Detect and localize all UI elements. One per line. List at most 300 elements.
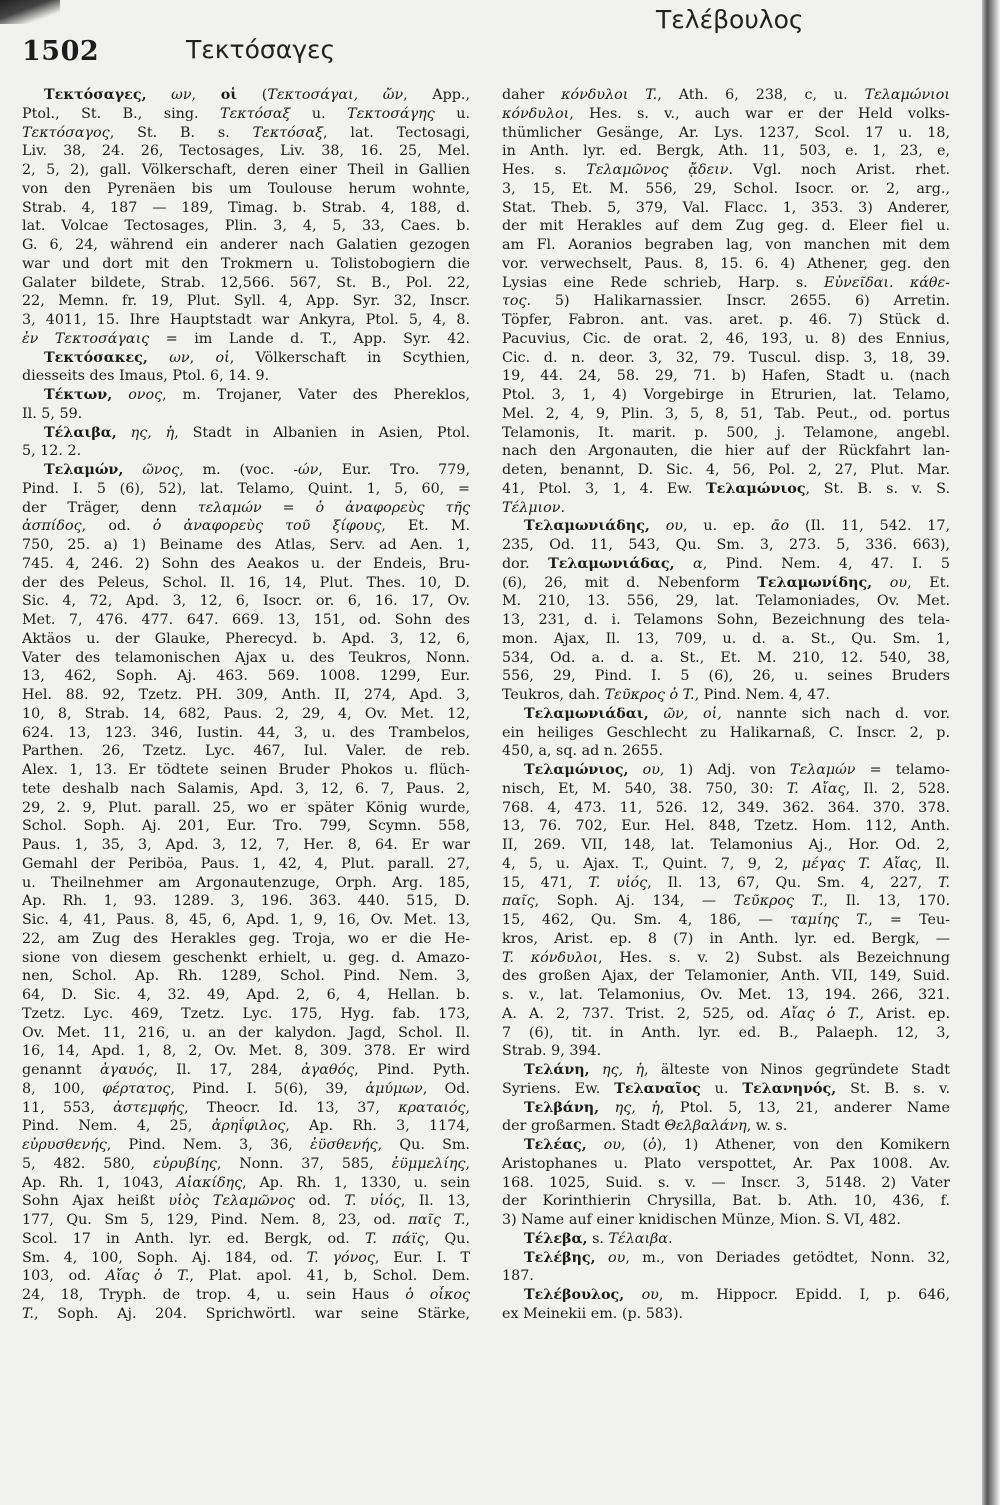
text-line [502, 311, 950, 330]
text-line [22, 949, 470, 968]
text-segment: , m. Hippocr. Epidd. I, p. 646, [658, 1287, 950, 1303]
text-line [22, 405, 470, 424]
greek-italic: κραταιός [398, 1099, 466, 1116]
text-segment: 10, 8, Strab. 14, 682, Paus. 2, 29, 4, Ov. Met. 12, [22, 705, 470, 722]
text-line [502, 480, 950, 499]
text-segment: 64, D. Sic. 4, 32. 49, Apd. 2, 6, 4, Hellan. b. [22, 987, 470, 1003]
text-segment: kros, Arist. ep. 8 (7) in Anth. lyr. ed. Bergk, — [502, 930, 950, 947]
text-segment: ), 1) Athener, von den Komikern [656, 1137, 950, 1153]
greek-italic: ὁ ἀναφορεὺς τοῦ ξίφους [152, 518, 382, 535]
greek-italic: T. [938, 874, 950, 891]
text-line [502, 124, 950, 143]
text-segment: des großen Ajax, der Telamonier, Anth. VII, 149, Suid. [502, 968, 950, 985]
text-segment: 11, 553, [22, 1099, 114, 1116]
right-column [502, 86, 950, 1324]
text-line [502, 1192, 950, 1211]
text-line [502, 911, 950, 930]
headword: Τεκτόσακες, [44, 349, 148, 366]
text-segment: Il. 5, 59. [22, 405, 83, 422]
text-segment: nen, Schol. Ap. Rh. 1289, Schol. Pind. Nem. 3, [22, 968, 470, 985]
text-line [502, 1117, 950, 1136]
greek-italic: ἀσπίδος [22, 518, 82, 535]
text-segment: , [189, 349, 216, 366]
text-segment: nannte sich nach d. vor. [721, 705, 950, 722]
text-segment: Parthen. 26, Tzetz. Lyc. 467, Iul. Valer. de reb. [22, 743, 470, 760]
text-segment: 8, 100, [22, 1080, 103, 1097]
greek-italic: ου [665, 518, 684, 535]
greek-italic: ἐϋσθενής [309, 1137, 378, 1153]
text-segment: 450, a, sq. ad n. 2655. [502, 743, 664, 760]
text-segment [590, 1062, 602, 1078]
text-segment: diesseits des Imaus, Ptol. 6, 14. 9. [22, 368, 270, 385]
text-line [502, 86, 950, 105]
greek-italic: α [693, 555, 703, 572]
text-segment: Cic. d. n. deor. 3, 32, 79. Tuscul. disp. 3, 18, 39. [502, 349, 950, 366]
scan-shadow-corner [0, 0, 60, 24]
text-line [502, 217, 950, 236]
text-segment: , lat. Tectosagi, [323, 124, 470, 141]
text-segment: , Ath. 6, 238, c, u. [657, 87, 865, 103]
text-segment: , Nonn. 37, 585, [216, 1155, 392, 1172]
text-segment: , Il. 13, 67, Qu. Sm. 4, 227, [647, 874, 939, 891]
text-line [502, 1249, 950, 1268]
text-line [22, 724, 470, 743]
text-segment: ex Meinekii em. (p. 583). [502, 1305, 684, 1322]
text-line [22, 217, 470, 236]
text-line [22, 817, 470, 836]
text-line [502, 405, 950, 424]
text-line [22, 1155, 470, 1174]
text-segment: , Ap. Rh. 1, 1330, u. sein [242, 1174, 470, 1191]
text-line [22, 555, 470, 574]
greek-italic: ου [641, 1287, 659, 1303]
text-segment: , Pind. I. 5(6), 39, [170, 1080, 366, 1097]
headword: Τέκτων, [44, 387, 113, 403]
text-line [502, 761, 950, 780]
text-segment: Strab. 9, 394. [502, 1043, 602, 1060]
text-segment: nisch, Et, M. 540, 38. 750, 30: [502, 780, 787, 797]
text-segment: am Fl. Aoranios begraben lag, von manchen mit dem [502, 237, 950, 253]
text-segment: Pind. I. 5 (6), 52), lat. Telamo, Quint. 1, 5, 60, = [22, 480, 470, 497]
text-line [502, 705, 950, 724]
text-line [22, 1117, 470, 1136]
text-segment: Telamonis, It. marit. p. 500, j. Telamone, angebl. [502, 424, 950, 441]
headword: Τελανηνός, [742, 1080, 837, 1097]
text-segment: , St. B. s. [109, 124, 253, 141]
greek-italic: Τέλμιον [502, 499, 561, 516]
text-segment: Sm. 4, 100, Soph. Aj. 184, od. [22, 1249, 307, 1266]
text-line [502, 424, 950, 443]
headword: Τελβάνη, [524, 1099, 600, 1116]
text-line [22, 986, 470, 1005]
greek-italic: Αἰακίδης [176, 1174, 243, 1191]
headword: Τελαμώνιος [706, 480, 806, 497]
text-line [502, 949, 950, 968]
text-line [22, 1024, 470, 1043]
text-segment: , m. Trojaner, Vater des Phereklos, [162, 387, 470, 403]
text-line [502, 105, 950, 124]
text-segment: , = Teu- [868, 912, 950, 928]
text-line [502, 986, 950, 1005]
greek-italic: κόνδυλοι T. [561, 87, 658, 103]
headword: Τελαμωνιάδας, [548, 555, 675, 572]
greek-italic: -ών [293, 462, 319, 478]
text-segment: Mel. 2, 4, 9, Plin. 3, 5, 8, 51, Tab. Peut., od. portus [502, 405, 950, 422]
running-head-left: Τεκτόσαγες [186, 35, 336, 64]
greek-italic: Τεκτόσαξ [252, 124, 323, 141]
text-line [22, 1192, 470, 1211]
text-segment: 15, 471, [502, 874, 589, 891]
text-segment: , m. (voc. [179, 462, 294, 478]
text-line [502, 292, 950, 311]
text-segment: Hes. s. [502, 162, 587, 178]
text-segment: 745. 4, 246. 2) Sohn des Aeakos u. der Endeis, Bru- [22, 555, 470, 572]
greek-italic: ὁ οἶκος [405, 1287, 470, 1303]
text-line [22, 536, 470, 555]
text-line [22, 461, 470, 480]
text-segment: daher [502, 87, 562, 103]
greek-italic: ης, ἡ [602, 1062, 645, 1078]
text-segment: , w. s. [746, 1118, 788, 1135]
text-segment: . 5) Halikarnassier. Inscr. 2655. 6) Arretin. [526, 293, 950, 310]
text-segment [649, 706, 664, 722]
text-segment: Galater bildete, Strab. 12,566. 567, St. B., Pol. 22, [22, 274, 470, 291]
text-segment: Pind. Nem. 4, 25, [22, 1118, 212, 1135]
greek-italic: φέρτατος [102, 1080, 171, 1097]
text-segment: Sohn Ajax heißt [22, 1193, 169, 1210]
text-line [22, 499, 470, 518]
text-segment: , [465, 1212, 470, 1228]
page-number: 1502 [22, 36, 100, 67]
text-line [22, 1249, 470, 1268]
text-segment: Alex. 1, 13. Er tödtete seinen Bruder Phokos u. flüch- [22, 762, 470, 778]
greek-italic: κόνδυλοι [502, 105, 570, 122]
greek-italic: Τεκτόσαγος [22, 124, 110, 141]
text-segment: in Anth. lyr. ed. Bergk, Ath. 11, 503, e. 1, 23, e, [502, 143, 950, 160]
text-segment: thümlicher Gesänge, Ar. Lys. 1237, Scol. 17 u. 18, [502, 124, 950, 141]
greek-italic: ης, ἡ [130, 424, 175, 441]
text-line [502, 1099, 950, 1118]
text-line [502, 611, 950, 630]
text-segment: , [191, 87, 221, 103]
greek-italic: ονος [128, 387, 163, 403]
text-segment: 750, 25. a) 1) Beiname des Atlas, Serv. ad Aen. 1, [22, 537, 470, 553]
text-segment: der großarmen. Stadt [502, 1118, 665, 1135]
text-line [502, 1267, 950, 1286]
text-segment: Scol. 17 in Anth. lyr. ed. Bergk, od. [22, 1230, 365, 1247]
text-line [22, 1267, 470, 1286]
text-segment: 235, Od. 11, 543, Qu. Sm. 3, 273. 5, 336. 663), [502, 537, 950, 553]
text-segment: Hel. 88. 92, Tzetz. PH. 309, Anth. II, 274, Apd. 3, [22, 687, 470, 703]
text-segment: Aktäos u. der Glauke, Pherecyd. b. Apd. 3, 12, 6, [22, 630, 470, 647]
text-segment: der Träger, denn [22, 499, 198, 516]
text-line [22, 1042, 470, 1061]
text-line [22, 180, 470, 199]
text-segment: 5, 12. 2. [22, 443, 82, 460]
text-segment: 768. 4, 473. 11, 526. 12, 349. 362. 364. 370. 378. [502, 799, 950, 816]
text-segment [147, 87, 172, 103]
text-line [502, 1024, 950, 1043]
greek-italic: παῖς [502, 893, 535, 910]
text-line [22, 892, 470, 911]
headword: Τελαμών, [44, 462, 124, 478]
text-line [22, 1286, 470, 1305]
greek-italic: Τεῦκρος T. [733, 893, 824, 910]
text-line [22, 1230, 470, 1249]
text-line [502, 1042, 950, 1061]
text-segment: , Pind. Nem. 3, 36, [106, 1137, 310, 1153]
greek-italic: T. γόνος [306, 1249, 375, 1266]
text-segment: , Et. [907, 574, 950, 591]
headword: Τελέας, [524, 1137, 587, 1153]
greek-italic: ταμίης T. [789, 912, 869, 928]
greek-italic: υἱὸς Τελαμῶνος [168, 1193, 295, 1210]
greek-italic: τελαμών = ὁ ἀναφορεὺς τῆς [197, 499, 470, 516]
text-line [22, 142, 470, 161]
text-segment [624, 1287, 641, 1303]
text-segment: , Il. 13, 170. [823, 893, 950, 910]
headword: Τελαμωνιάδαι, [524, 705, 649, 722]
text-line [502, 1005, 950, 1024]
text-segment: , Qu. [424, 1230, 470, 1247]
greek-italic: T. Αἴας [786, 780, 846, 797]
text-segment [872, 575, 890, 591]
text-segment: , Qu. Sm. [377, 1137, 470, 1153]
text-segment: , Il. 17, 284, [153, 1062, 302, 1078]
text-segment: , 1) Adj. von [659, 762, 790, 778]
text-line [502, 199, 950, 218]
text-segment: Syriens. Ew. [502, 1080, 615, 1097]
greek-italic: ἀστεμφής [113, 1099, 184, 1116]
text-segment: 3, 4011, 15. Ihre Hauptstadt war Ankyra, Ptol. 5, 4, 8. [22, 312, 470, 328]
text-line [502, 836, 950, 855]
greek-italic: ῶν, οἱ, [663, 705, 722, 722]
text-line [22, 86, 470, 105]
text-line [502, 555, 950, 574]
greek-italic: Εὐνεῖδαι. κάθε- [824, 274, 950, 291]
text-segment: , u. ep. [683, 518, 771, 535]
greek-italic: ἀρηΐφιλος [211, 1118, 286, 1135]
text-line [502, 142, 950, 161]
text-segment: von den Pyrenäen bis um Toulouse herum wohnte, [22, 180, 470, 197]
text-segment: 16, 14, Apd. 1, 8, 2, Ov. Met. 8, 309. 378. Er wird [22, 1043, 470, 1060]
text-segment: , Et. M. [381, 518, 470, 535]
text-segment: Sic. 4, 41, Paus. 8, 45, 6, Apd. 1, 9, 16, Ov. Met. 13, [22, 912, 470, 928]
greek-italic: T. υἱός [344, 1193, 401, 1210]
text-line [22, 349, 470, 368]
text-segment: , älteste von Ninos gegründete Stadt [644, 1062, 950, 1078]
text-segment [148, 350, 169, 366]
text-segment [117, 425, 131, 441]
greek-italic: ων [171, 87, 192, 103]
text-segment: mon. Ajax, Il. 13, 709, u. d. a. St., Qu. Sm. 1, [502, 630, 950, 647]
text-line [502, 724, 950, 743]
text-line [22, 780, 470, 799]
text-segment: , App., [403, 87, 470, 103]
text-segment: 7 (6), tit. in Anth. lyr. ed. B., Palaeph. 12, 3, [502, 1024, 950, 1041]
text-segment [587, 1137, 604, 1153]
text-line [22, 649, 470, 668]
greek-italic: ᾱο [770, 518, 790, 535]
text-segment: u. Theilnehmer am Argonautenzuge, Orph. Arg. 185, [22, 874, 470, 891]
text-segment: 15, 462, Qu. Sm. 4, 186, — [502, 912, 790, 928]
text-segment: 3) Name auf einer knidischen Münze, Mion. S. VI, 482. [502, 1212, 901, 1228]
text-line [502, 442, 950, 461]
text-segment: Liv. 38, 24. 26, Tectosages, Liv. 38, 16. 25, Mel. [22, 143, 470, 160]
headword: οἱ [220, 87, 238, 103]
text-segment: vor. verwechselt, Paus. 8, 15. 6. 4) Athener, geg. den [502, 255, 950, 272]
text-segment [599, 1100, 614, 1116]
running-head-right: Τελέβουλος [656, 5, 804, 34]
text-segment: Ov. Met. 11, 216, u. an der kalydon. Jagd, Schol. Il. [22, 1024, 470, 1041]
text-line [502, 574, 950, 593]
greek-italic: Τεῦκρος ὁ T. [604, 687, 695, 703]
text-segment: 19, 44. 24, 58. 29, 71. b) Hafen, Stadt u. (nach [502, 368, 950, 385]
text-segment: tete deshalb nach Salamis, Apd. 3, 12, 6. 7, Paus. 2, [22, 780, 470, 797]
text-segment: 624. 13, 123. 346, Iustin. 44, 3, u. des Trambelos, [22, 724, 470, 741]
text-segment: s. [587, 1230, 609, 1247]
greek-italic: μέγας T. Αἴας [801, 855, 918, 872]
text-line [22, 705, 470, 724]
greek-italic: ου [642, 762, 660, 778]
text-segment: od. [294, 1193, 345, 1210]
greek-italic: ῶνος [142, 462, 180, 478]
text-line [22, 799, 470, 818]
text-segment: , Eur. Tro. 779, [318, 462, 470, 478]
text-segment: St. B. s. v. [836, 1080, 950, 1097]
text-line [502, 236, 950, 255]
greek-italic: ἀμύμων [365, 1080, 423, 1097]
text-line [22, 630, 470, 649]
text-segment: Ap. Rh. 1, 1043, [22, 1174, 177, 1191]
text-line [502, 499, 950, 518]
greek-italic: ης, ἡ [614, 1099, 660, 1116]
text-segment: , Plat. apol. 41, b, Schol. Dem. [189, 1268, 470, 1285]
text-segment: , Od. [422, 1080, 470, 1097]
text-segment: 13, 462, Soph. Aj. 463. 569. 1008. 1299, Eur. [22, 668, 470, 685]
greek-italic: T. [22, 1305, 34, 1322]
text-line [22, 105, 470, 124]
text-line [502, 367, 950, 386]
headword: Τεκτόσαγες, [44, 87, 147, 103]
text-line [502, 1305, 950, 1324]
text-segment: 41, Ptol. 3, 1, 4. Ew. [502, 480, 707, 497]
text-segment: A. A. 2, 737. Trist. 2, 525, od. [502, 1005, 782, 1022]
greek-italic: ου [889, 574, 908, 591]
text-segment: 13, 76. 702, Eur. Hel. 848, Tzetz. Hom. 112, Anth. [502, 818, 950, 835]
text-line [22, 274, 470, 293]
text-line [502, 274, 950, 293]
greek-italic: Αἴας ὁ T. [105, 1268, 190, 1285]
text-segment [123, 462, 142, 478]
text-line [22, 124, 470, 143]
greek-italic: T. πάϊς [365, 1230, 425, 1247]
text-segment: , Soph. Aj. 204. Sprichwörtl. war seine Stärke, [33, 1305, 470, 1322]
text-segment [112, 387, 128, 403]
greek-italic: ων [169, 349, 190, 366]
text-segment: , Hes. s. v., auch war er der Held volks- [569, 105, 950, 122]
text-segment: 177, Qu. Sm 5, 129, Pind. Nem. 8, 23, od. [22, 1212, 409, 1228]
text-line [502, 817, 950, 836]
text-line [22, 574, 470, 593]
text-segment: dor. [502, 555, 549, 572]
text-segment: (6), 26, mit d. Nebenform [502, 574, 758, 591]
text-segment [650, 518, 666, 534]
text-line [22, 611, 470, 630]
text-line [502, 461, 950, 480]
text-line [502, 930, 950, 949]
headword: Τελαμωνιάδης, [524, 518, 650, 535]
text-line [502, 536, 950, 555]
text-line [22, 1174, 470, 1193]
text-segment [629, 762, 643, 778]
text-line [22, 330, 470, 349]
text-segment: 3, 15, Et. M. 556, 29, Schol. Isocr. or. 2, arg., [502, 180, 950, 197]
text-segment: 168. 1025, Suid. s. v. — Inscr. 3, 5148. 2) Vater [502, 1174, 950, 1191]
greek-italic: παῖς T. [408, 1212, 466, 1228]
text-segment: u. [290, 105, 348, 122]
text-line [22, 480, 470, 499]
text-segment: , Pind. Nem. 4, 47. I. 5 [702, 555, 950, 572]
text-segment: Ptol. 3, 1, 4) Vorgebirge in Etrurien, lat. Telamo, [502, 387, 950, 403]
text-segment: u. [700, 1080, 743, 1097]
text-line [502, 855, 950, 874]
text-line [22, 424, 470, 443]
text-segment: 22, am Zug des Herakles geg. Troja, wo er die He- [22, 930, 470, 947]
text-segment: , Eur. I. T [374, 1249, 470, 1266]
text-segment: 187. [502, 1268, 534, 1285]
text-line [22, 855, 470, 874]
text-line [502, 874, 950, 893]
text-segment: Ap. Rh. 1, 93. 1289. 3, 196. 363. 440. 515, D. [22, 893, 470, 910]
text-line [22, 1099, 470, 1118]
headword: Τελαμωνίδης, [757, 574, 873, 591]
text-segment: Paus. 1, 35, 3, Apd. 3, 12, 7, Her. 8, 64. Er war [22, 837, 470, 853]
greek-italic: Τεκτόσαξ [220, 105, 291, 122]
text-line [502, 517, 950, 536]
greek-italic: ἀγαυός [100, 1062, 154, 1078]
text-segment: = im Lande d. T., App. Syr. 42. [149, 330, 470, 347]
text-line [502, 161, 950, 180]
text-segment: genannt [22, 1062, 101, 1078]
text-segment: 5, 482. 580, [22, 1155, 153, 1172]
text-segment: , Il. 13, [400, 1193, 470, 1210]
text-segment: , Il. [917, 855, 950, 872]
greek-italic: Τελαμῶνος ᾄδειν [586, 162, 729, 178]
text-segment: (Il. 11, 542. 17, [789, 518, 950, 535]
text-segment: , m., von Deriades getödtet, Nonn. 32, [625, 1249, 950, 1266]
text-line [502, 330, 950, 349]
greek-italic: ου [603, 1137, 621, 1153]
text-segment [675, 556, 693, 572]
text-segment: , St. B. s. v. S. [805, 480, 950, 497]
text-line [22, 742, 470, 761]
text-segment: Met. 7, 476. 477. 647. 669. 13, 151, od. Sohn des [22, 612, 470, 628]
text-segment: , Theocr. Id. 13, 37, [183, 1099, 399, 1116]
text-segment [596, 1250, 608, 1266]
text-segment: , ( [620, 1137, 649, 1153]
text-line [22, 836, 470, 855]
text-line [502, 1080, 950, 1099]
text-segment: , Il. 2, 528. [845, 780, 950, 797]
text-segment: Strab. 4, 187 — 189, Timag. b. Strab. 4, 188, d. [22, 199, 470, 216]
text-line [22, 292, 470, 311]
text-line [502, 686, 950, 705]
headword: Τελαναῖος [614, 1080, 701, 1097]
text-line [502, 349, 950, 368]
text-segment: Teukros, dah. [502, 687, 605, 703]
greek-italic: Αἴας ὁ T. [781, 1005, 860, 1022]
